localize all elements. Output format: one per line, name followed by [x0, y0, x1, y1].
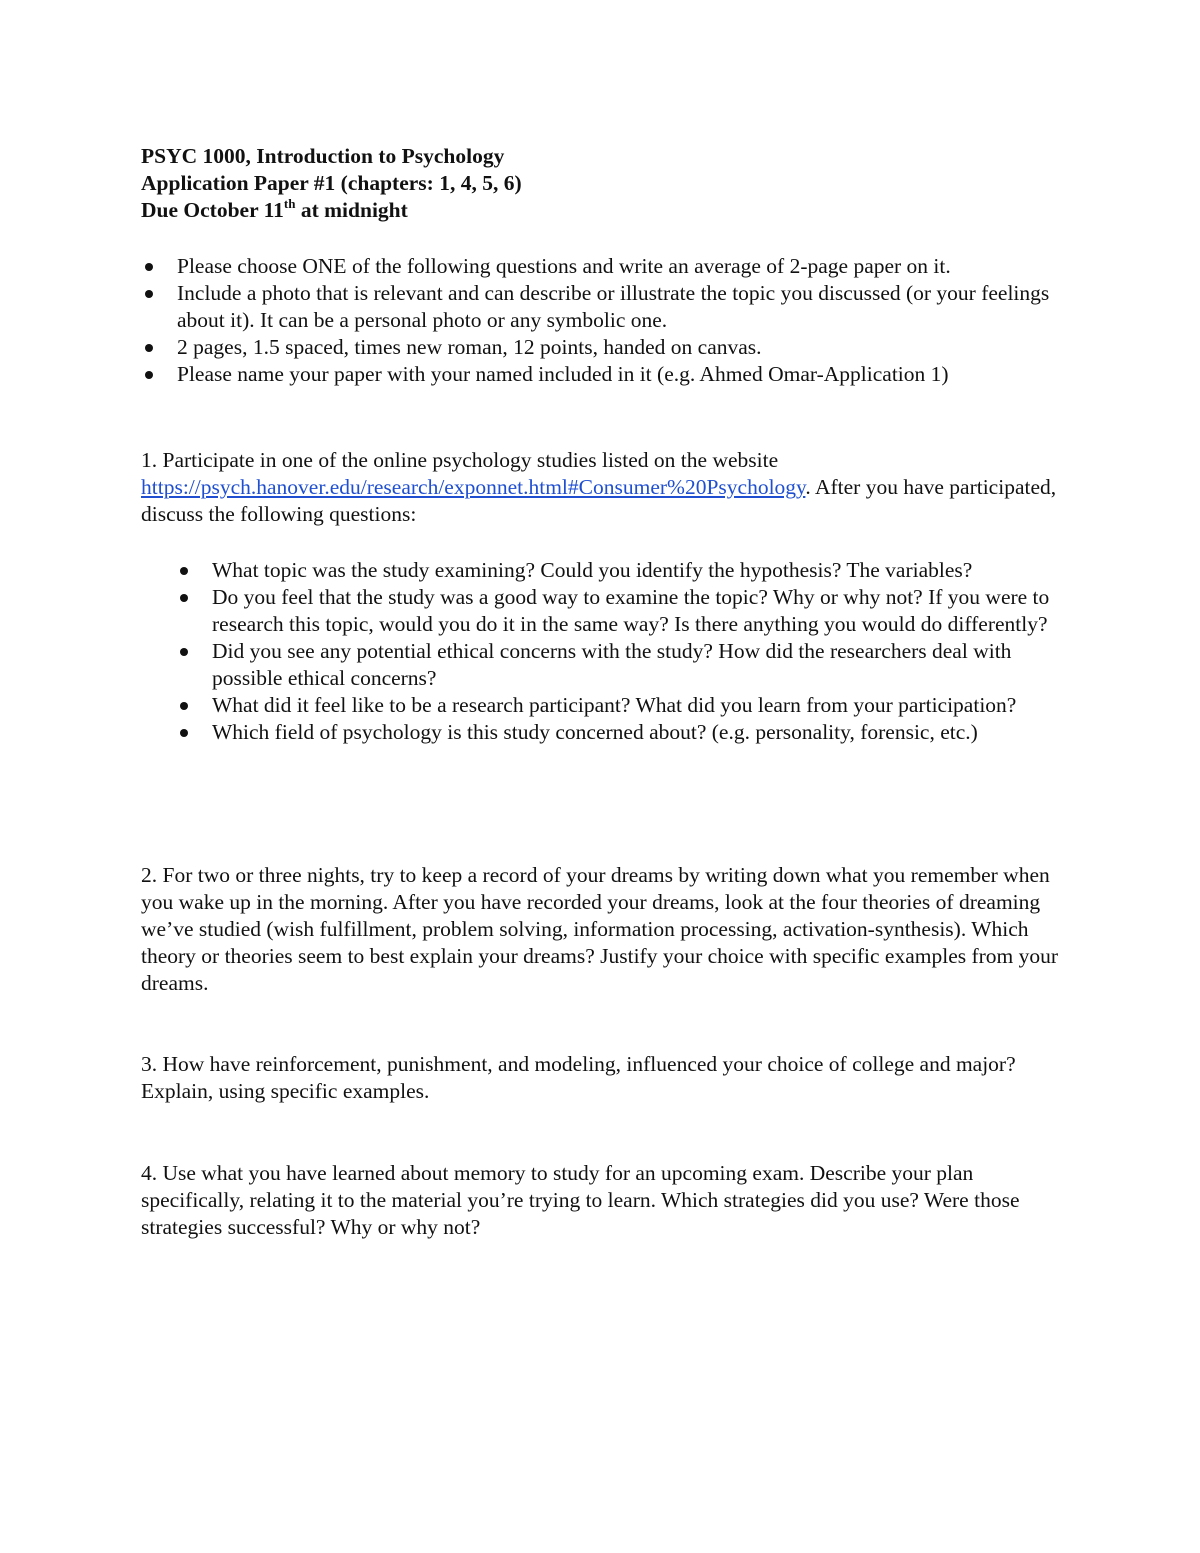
question-4: 4. Use what you have learned about memory to study for an upcoming exam. Describe your plan specifically, relating it to the material you’re trying to learn. Which strategies did you use? Were those strategies successful? Why or why not?	[141, 1161, 1020, 1239]
question-1-intro: 1. Participate in one of the online psychology studies listed on the website	[141, 448, 779, 472]
bullet-icon	[180, 567, 188, 575]
subquestion-text: Which field of psychology is this study concerned about? (e.g. personality, forensic, etc.)	[212, 720, 978, 744]
bullet-icon	[180, 648, 188, 656]
subquestion-item	[176, 719, 1066, 746]
due-date-ordinal: th	[283, 195, 296, 211]
question-1-after-link: . After you have participated, discuss the following questions:	[141, 475, 1057, 526]
bullet-icon	[180, 594, 188, 602]
instruction-item	[141, 334, 1061, 361]
bullet-icon	[145, 371, 153, 379]
instruction-item	[141, 253, 1061, 280]
document-header	[141, 143, 1071, 224]
subquestion-text: Did you see any potential ethical concerns with the study? How did the researchers deal with possible ethical concerns?	[212, 639, 1012, 690]
subquestion-item	[176, 584, 1066, 638]
course-title: PSYC 1000, Introduction to Psychology	[141, 144, 505, 168]
assignment-title: Application Paper #1 (chapters: 1, 4, 5, 6)	[141, 171, 522, 195]
instruction-item	[141, 280, 1061, 334]
due-date-prefix: Due October 11	[141, 198, 284, 222]
due-date	[141, 197, 1071, 224]
study-link[interactable]: https://psych.hanover.edu/research/exponnet.html#Consumer%20Psychology	[141, 475, 806, 499]
subquestion-item	[176, 638, 1066, 692]
question-3: 3. How have reinforcement, punishment, and modeling, influenced your choice of college and major? Explain, using specific examples.	[141, 1052, 1016, 1103]
bullet-icon	[180, 729, 188, 737]
subquestion-item	[176, 557, 1066, 584]
subquestion-item	[176, 692, 1066, 719]
instructions-list	[141, 253, 1061, 388]
question-1-subquestions	[176, 557, 1066, 746]
subquestion-text: What topic was the study examining? Could you identify the hypothesis? The variables?	[212, 558, 973, 582]
bullet-icon	[145, 344, 153, 352]
instruction-text: 2 pages, 1.5 spaced, times new roman, 12 points, handed on canvas.	[177, 335, 762, 359]
bullet-icon	[145, 263, 153, 271]
bullet-icon	[145, 290, 153, 298]
instruction-text: Include a photo that is relevant and can describe or illustrate the topic you discussed (or your feelings about it). It can be a personal photo or any symbolic one.	[177, 281, 1050, 332]
due-date-rest: at midnight	[295, 198, 408, 222]
instruction-item	[141, 361, 1061, 388]
question-1	[141, 447, 1071, 528]
instruction-text: Please name your paper with your named included in it (e.g. Ahmed Omar-Application 1)	[177, 362, 949, 386]
instruction-text: Please choose ONE of the following questions and write an average of 2-page paper on it.	[177, 254, 951, 278]
bullet-icon	[180, 702, 188, 710]
subquestion-text: Do you feel that the study was a good way to examine the topic? Why or why not? If you were to research this topic, would you do it in the same way? Is there anything you would do differently?	[212, 585, 1050, 636]
subquestion-text: What did it feel like to be a research participant? What did you learn from your participation?	[212, 693, 1017, 717]
question-2: 2. For two or three nights, try to keep a record of your dreams by writing down what you remember when you wake up in the morning. After you have recorded your dreams, look at the four theories of dreaming we’ve studied (wish fulfillment, problem solving, information processing, activation-synthesis). Which theory or theories seem to best explain your dreams? Justify your choice with specific examples from your dreams.	[141, 863, 1059, 995]
